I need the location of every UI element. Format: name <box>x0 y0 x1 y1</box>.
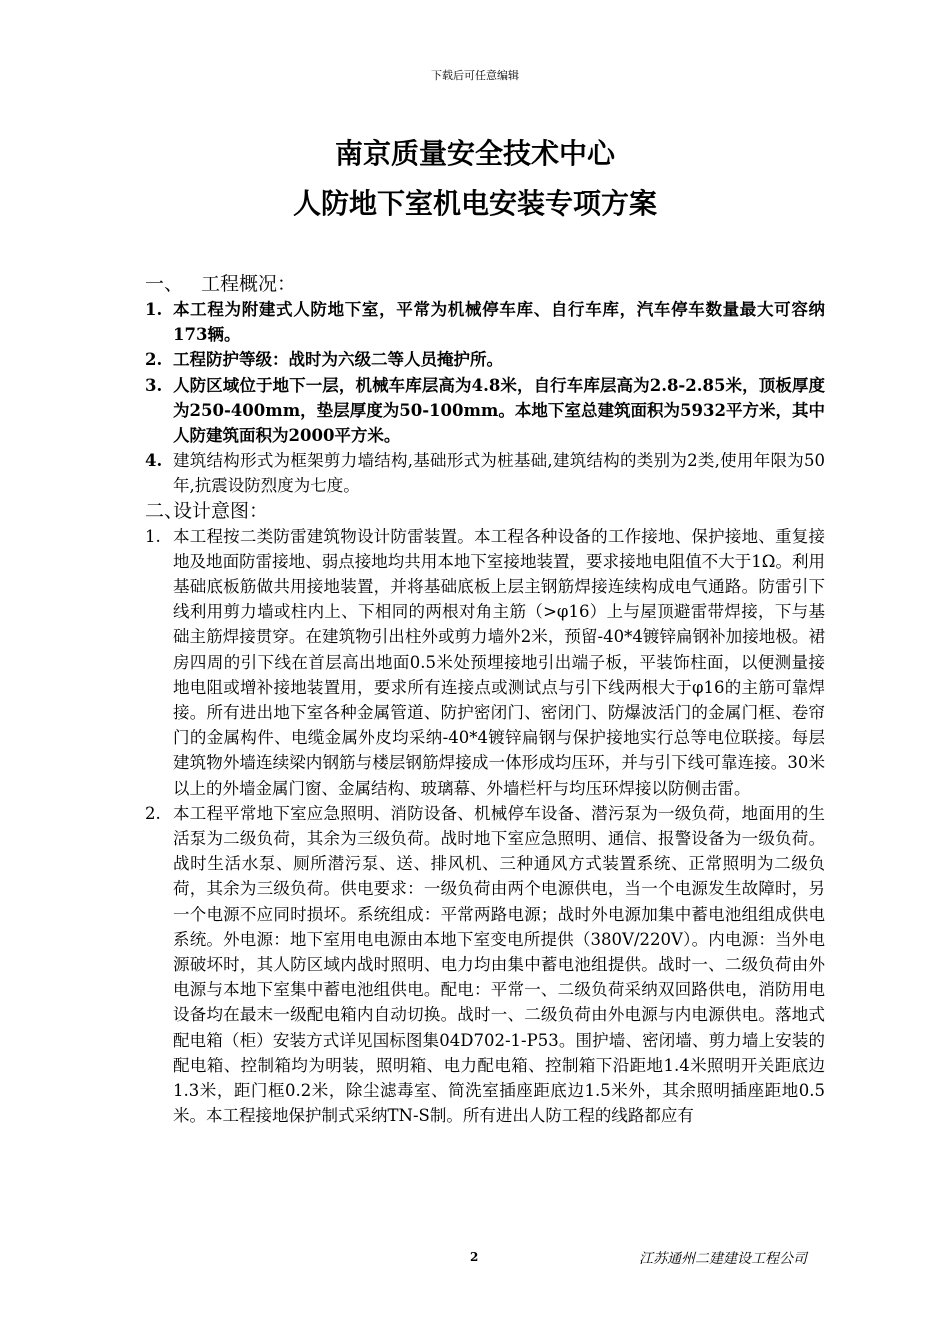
section-title: 工程概况： <box>201 273 297 295</box>
section-heading-design-intent <box>145 499 825 524</box>
list-item-number: 1. <box>145 526 161 546</box>
page-number: 2 <box>470 1250 479 1264</box>
header-note: 下载后可任意编辑 <box>431 69 519 82</box>
list-item-number: 2. <box>145 350 163 370</box>
list-item <box>145 347 825 372</box>
list-item <box>145 297 825 347</box>
list-item <box>145 448 825 498</box>
list-item-number: 3. <box>145 375 163 395</box>
footer-company-name: 江苏通州二建建设工程公司 <box>639 1251 807 1267</box>
list-item-text: 建筑结构形式为框架剪力墙结构,基础形式为桩基础,建筑结构的类别为2类,使用年限为50年,抗震设防烈度为七度。 <box>173 451 825 496</box>
list-item <box>145 801 825 1129</box>
document-body <box>145 272 825 1129</box>
document-title-line2: 人防地下室机电安装专项方案 <box>292 187 657 220</box>
document-title-line1: 南京质量安全技术中心 <box>334 137 615 170</box>
list-item-text: 工程防护等级：战时为六级二等人员掩护所。 <box>173 350 503 370</box>
list-item-number: 2. <box>145 803 161 823</box>
section-heading-overview <box>145 272 825 297</box>
list-item <box>145 373 825 449</box>
list-item-text: 人防区域位于地下一层，机械车库层高为4.8米，自行车库层高为2.8-2.85米，顶板厚度为250-400mm，垫层厚度为50-100mm。本地下室总建筑面积为5932平方米，其中人防建筑面积为2000平方米。 <box>173 375 825 446</box>
list-item-text: 本工程为附建式人防地下室，平常为机械停车库、自行车库，汽车停车数量最大可容纳173辆。 <box>173 300 825 345</box>
section-number: 一、 <box>145 273 184 295</box>
section-title: 设计意图： <box>173 499 269 522</box>
section-number: 二、 <box>145 499 184 522</box>
list-item <box>145 524 825 801</box>
list-item-text: 本工程按二类防雷建筑物设计防雷装置。本工程各种设备的工作接地、保护接地、重复接地及地面防雷接地、弱点接地均共用本地下室接地装置，要求接地电阻值不大于1Ω。利用基础底板筋做共用接地装置，并将基础底板上层主钢筋焊接连续构成电气通路。防雷引下线利用剪力墙或柱内上、下相同的两根对角主筋（>φ16）上与屋顶避雷带焊接，下与基础主筋焊接贯穿。在建筑物引出柱外或剪力墙外2米，预留-40*4镀锌扁钢补加接地极。裙房四周的引下线在首层高出地面0.5米处预埋接地引出端子板，平装饰柱面，以便测量接地电阻或增补接地装置用，要求所有连接点或测试点与引下线两根大于φ16的主筋可靠焊接。所有进出地下室各种金属管道、防护密闭门、密闭门、防爆波活门的金属门框、卷帘门的金属构件、电缆金属外皮均采纳-40*4镀锌扁钢与保护接地实行总等电位联接。每层建筑物外墙连续梁内钢筋与楼层钢筋焊接成一体形成均压环，并与引下线可靠连接。30米以上的外墙金属门窗、金属结构、玻璃幕、外墙栏杆与均压环焊接以防侧击雷。 <box>173 526 825 798</box>
list-item-number: 4. <box>145 451 163 471</box>
list-item-text: 本工程平常地下室应急照明、消防设备、机械停车设备、潜污泵为一级负荷，地面用的生活泵为二级负荷，其余为三级负荷。战时地下室应急照明、通信、报警设备为一级负荷。战时生活水泵、厕所潜污泵、送、排风机、三种通风方式装置系统、正常照明为二级负荷，其余为三级负荷。供电要求：一级负荷由两个电源供电，当一个电源发生故障时，另一个电源不应同时损坏。系统组成：平常两路电源；战时外电源加集中蓄电池组组成供电系统。外电源：地下室用电电源由本地下室变电所提供（380V/220V）。内电源：当外电源破坏时，其人防区域内战时照明、电力均由集中蓄电池组提供。战时一、二级负荷由外电源与本地下室集中蓄电池组供电。配电：平常一、二级负荷采纳双回路供电，消防用电设备均在最末一级配电箱内自动切换。战时一、二级负荷由外电源与内电源供电。落地式配电箱（柜）安装方式详见国标图集04D702-1-P53。围护墙、密闭墙、剪力墙上安装的配电箱、控制箱均为明装，照明箱、电力配电箱、控制箱下沿距地1.4米照明开关距底边1.3米，距门框0.2米，除尘滤毒室、简洗室插座距底边1.5米外，其余照明插座距地0.5米。本工程接地保护制式采纳TN-S制。所有进出人防工程的线路都应有 <box>173 803 825 1126</box>
list-item-number: 1. <box>145 300 163 319</box>
